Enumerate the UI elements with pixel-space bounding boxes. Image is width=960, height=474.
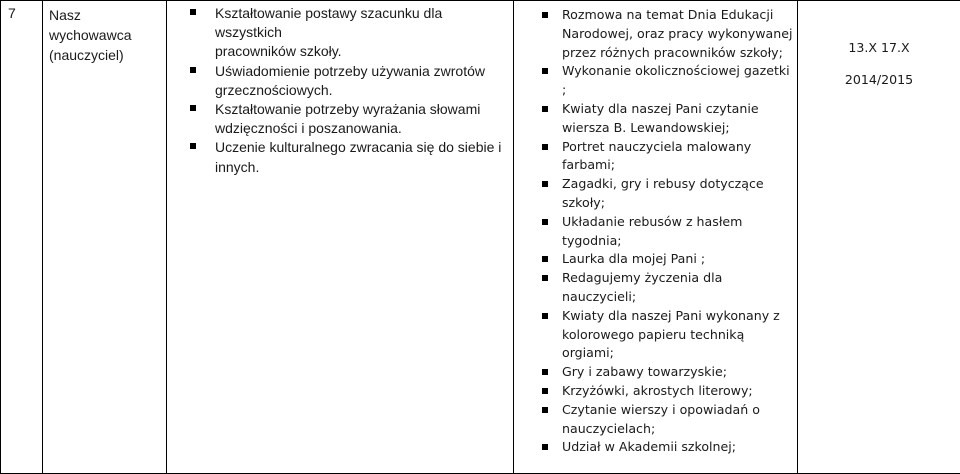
activity-item-line: kolorowego papieru techniką [562, 326, 797, 345]
activity-item-line: orgiami; [562, 344, 797, 363]
activity-item-line: Zagadki, gry i rebusy dotyczące [562, 175, 797, 194]
activity-item [514, 100, 797, 138]
activity-item-line: Kwiaty dla naszej Pani wykonany z [562, 307, 797, 326]
activity-item-line: wiersza B. Lewandowskiej; [562, 119, 797, 138]
activity-item-line: nauczycielach; [562, 420, 797, 439]
activity-item [514, 138, 797, 176]
activity-item [514, 363, 797, 382]
activity-item-line: Redagujemy życzenia dla nauczycieli; [562, 269, 797, 307]
bullet-square-icon [542, 313, 548, 319]
goal-item-line: wdzięczności i poszanowania. [215, 119, 513, 138]
activities-cell [514, 1, 798, 474]
date-cell [798, 1, 960, 474]
activity-item [514, 175, 797, 213]
goal-item-line: Uczenie kulturalnego zwracania się do siebie i innych. [215, 138, 513, 176]
bullet-square-icon [190, 105, 196, 111]
activity-item-line: tygodnia; [562, 232, 797, 251]
goals-cell [167, 1, 514, 474]
goal-item [167, 4, 513, 62]
bullet-square-icon [542, 181, 548, 187]
bullet-square-icon [542, 144, 548, 150]
bullet-square-icon [190, 9, 196, 15]
bullet-square-icon [542, 444, 548, 450]
bullet-square-icon [190, 67, 196, 73]
goal-item [167, 100, 513, 138]
activity-item [514, 269, 797, 307]
activity-item-line: szkoły; [562, 194, 797, 213]
bullet-square-icon [542, 68, 548, 74]
bullet-square-icon [542, 256, 548, 262]
goal-item-line: Uświadomienie potrzeby używania zwrotów [215, 62, 513, 81]
goal-item-line: Kształtowanie postawy szacunku dla wszystkich [215, 4, 513, 42]
activities-list [514, 6, 797, 457]
bullet-square-icon [542, 106, 548, 112]
bullet-square-icon [542, 388, 548, 394]
activity-item-line: Portret nauczyciela malowany [562, 138, 797, 157]
goal-item [167, 62, 513, 100]
activity-item-line: przez różnych pracowników szkoły; [562, 44, 797, 63]
activity-item-line: Krzyżówki, akrostych literowy; [562, 382, 797, 401]
responsible-cell [43, 1, 167, 474]
responsible-line: Nasz wychowawca [49, 5, 166, 45]
row-number: 7 [1, 1, 43, 474]
activity-item [514, 382, 797, 401]
table-row [1, 1, 960, 474]
activity-item [514, 438, 797, 457]
activity-item-line: Rozmowa na temat Dnia Edukacji [562, 6, 797, 25]
activity-item [514, 250, 797, 269]
activity-item-line: Gry i zabawy towarzyskie; [562, 363, 797, 382]
activity-item [514, 213, 797, 251]
bullet-square-icon [542, 12, 548, 18]
goal-item-line: Kształtowanie potrzeby wyrażania słowami [215, 100, 513, 119]
activity-item-line: Laurka dla mojej Pani ; [562, 250, 797, 269]
bullet-square-icon [542, 407, 548, 413]
bullet-square-icon [190, 143, 196, 149]
goal-item [167, 138, 513, 176]
activity-item [514, 62, 797, 100]
goal-item-line: pracowników szkoły. [215, 42, 513, 61]
bullet-square-icon [542, 369, 548, 375]
bullet-square-icon [542, 275, 548, 281]
activity-item-line: farbami; [562, 156, 797, 175]
activity-item-line: Narodowej, oraz pracy wykonywanej [562, 25, 797, 44]
activity-item-line: Kwiaty dla naszej Pani czytanie [562, 100, 797, 119]
activity-item [514, 401, 797, 439]
activity-item-line: Układanie rebusów z hasłem [562, 213, 797, 232]
activity-item [514, 307, 797, 363]
bullet-square-icon [542, 219, 548, 225]
activity-item-line: Wykonanie okolicznościowej gazetki ; [562, 62, 797, 100]
goals-list [167, 4, 513, 177]
activity-item [514, 6, 797, 62]
goal-item-line: grzecznościowych. [215, 81, 513, 100]
responsible-line: (nauczyciel) [49, 45, 166, 65]
activity-item-line: Czytanie wierszy i opowiadań o [562, 401, 797, 420]
date-range: 13.X 17.X [798, 32, 960, 64]
school-year: 2014/2015 [798, 64, 960, 96]
activity-item-line: Udział w Akademii szkolnej; [562, 438, 797, 457]
